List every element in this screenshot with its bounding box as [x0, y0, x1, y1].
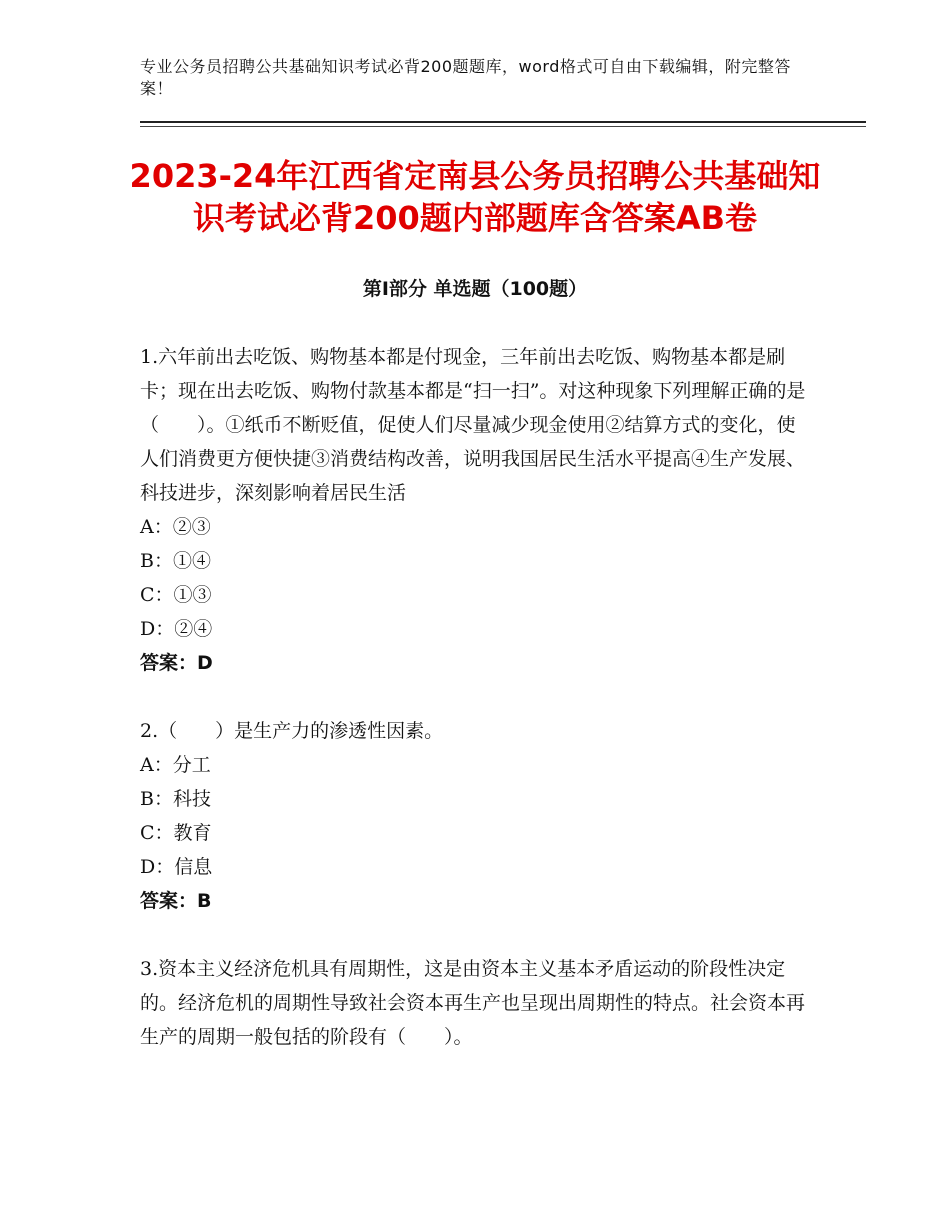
answer: 答案：D — [140, 652, 213, 674]
question-1 — [140, 340, 810, 680]
question-list — [140, 340, 810, 1054]
option-a: A：分工 — [140, 754, 211, 776]
option-c: C：教育 — [140, 822, 212, 844]
section-title: 第Ⅰ部分 单选题（100题） — [362, 278, 588, 300]
spacer — [140, 680, 810, 714]
header-rule-thin — [140, 126, 866, 127]
question-text: 1.六年前出去吃饭、购物基本都是付现金，三年前出去吃饭、购物基本都是刷卡；现在出去吃饭、购物付款基本都是“扫一扫”。对这种现象下列理解正确的是（ ）。①纸币不断贬值，促使人们尽量减少现金使用②结算方式的变化，使人们消费更方便快捷③消费结构改善，说明我国居民生活水平提高④生产发展、科技进步，深刻影响着居民生活 — [140, 346, 806, 504]
header-rule-thick — [140, 121, 866, 123]
question-text: 2.（ ）是生产力的渗透性因素。 — [140, 720, 444, 742]
question-text: 3.资本主义经济危机具有周期性，这是由资本主义基本矛盾运动的阶段性决定的。经济危机的周期性导致社会资本再生产也呈现出周期性的特点。社会资本再生产的周期一般包括的阶段有（ ）。 — [140, 958, 806, 1048]
question-3 — [140, 952, 810, 1054]
answer: 答案：B — [140, 890, 212, 912]
option-d: D：信息 — [140, 856, 213, 878]
option-b: B：①④ — [140, 550, 211, 572]
option-d: D：②④ — [140, 618, 213, 640]
spacer — [140, 918, 810, 952]
option-a: A：②③ — [140, 516, 211, 538]
document-title: 2023-24年江西省定南县公务员招聘公共基础知识考试必背200题内部题库含答案AB卷 — [129, 157, 821, 237]
question-2 — [140, 714, 810, 918]
option-b: B：科技 — [140, 788, 211, 810]
option-c: C：①③ — [140, 584, 212, 606]
header-note: 专业公务员招聘公共基础知识考试必背200题题库，word格式可自由下载编辑，附完整答案！ — [140, 57, 791, 98]
